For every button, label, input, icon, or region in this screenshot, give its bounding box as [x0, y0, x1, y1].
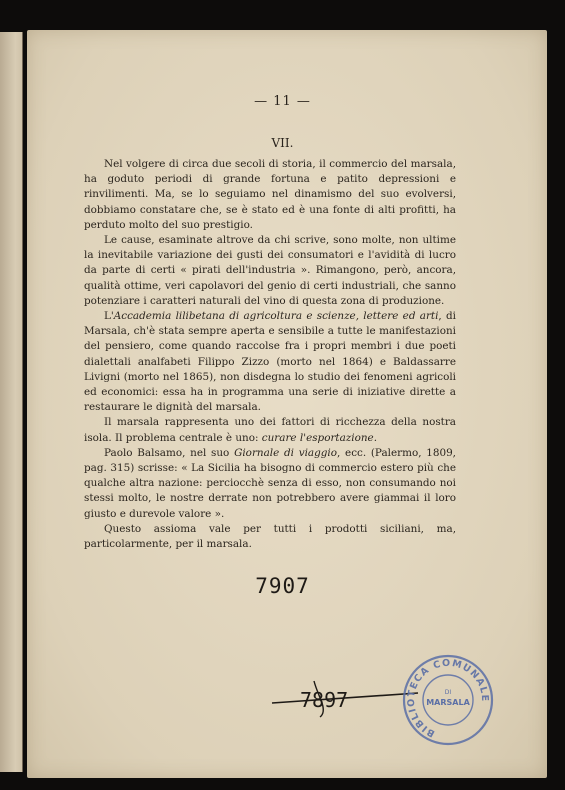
paragraph: L'Accademia lilibetana di agricoltura e scienze, lettere ed arti, di Marsala, ch'è stata sempre aperta e sensibile a tutte le manifestazioni del pensiero, come quando raccolse fra i propri membri i due poeti dialettali analfabeti Filippo Zizzo (morto nel 1864) e Baldassarre Livigni (morto nel 1865), non disdegna lo studio dei fenomeni agricoli ed economici: essa ha in programma una serie di iniziative dirette a restaurare le dignità del marsala.	[84, 310, 456, 414]
stamp-ring-text: BIBLIOTECA COMUNALE	[405, 657, 491, 739]
body-text	[84, 157, 456, 552]
italic-emphasis: curare l'esportazione	[261, 431, 374, 444]
inventory-number: 7907	[255, 574, 310, 598]
italic-title: Accademia lilibetana di agricoltura e scienze, lettere ed arti	[113, 310, 439, 323]
library-stamp	[400, 654, 496, 746]
old-inventory-number: 7897	[300, 688, 349, 712]
stamp-center-text: MARSALA	[426, 698, 470, 707]
paragraph: Le cause, esaminate altrove da chi scrive, sono molte, non ultime la inevitabile variazione dei gusti dei consumatori e l'avidità di lucro da parte di certi « pirati dell'industria ». Rimangono, però, ancora, qualità ottime, veri capolavori del genio di certi industriali, che sanno potenziare i caratteri naturali del vino di questa zona di produzione.	[84, 234, 456, 307]
paragraph: Il marsala rappresenta uno dei fattori di ricchezza della nostra isola. Il problema centrale è uno: curare l'esportazione.	[84, 416, 456, 444]
paragraph: Paolo Balsamo, nel suo Giornale di viaggio, ecc. (Palermo, 1809, pag. 315) scrisse: « La Sicilia ha bisogno di commercio estero più che qualche altra nazione: perciocchè senza di esso, non consumando noi stessi molto, le nostre derrate non potrebbero avere giammai il loro giusto e durevole valore ».	[84, 446, 456, 520]
page-number: — 11 —	[254, 94, 311, 109]
italic-title: Giornale di viaggio	[234, 446, 337, 459]
paragraph: Nel volgere di circa due secoli di storia, il commercio del marsala, ha goduto periodi di grande fortuna e patito depressioni e rinvilimenti. Ma, se lo seguiamo nel dinamismo del suo evolversi, dobbiamo constatare che, se è stato ed è una fonte di alti profitti, ha perduto molto del suo prestigio.	[84, 158, 456, 231]
paragraph: Questo assioma vale per tutti i prodotti siciliani, ma, particolarmente, per il marsala.	[84, 522, 456, 551]
section-title: VII.	[271, 136, 294, 150]
stamp-center-top: DI	[444, 689, 452, 696]
